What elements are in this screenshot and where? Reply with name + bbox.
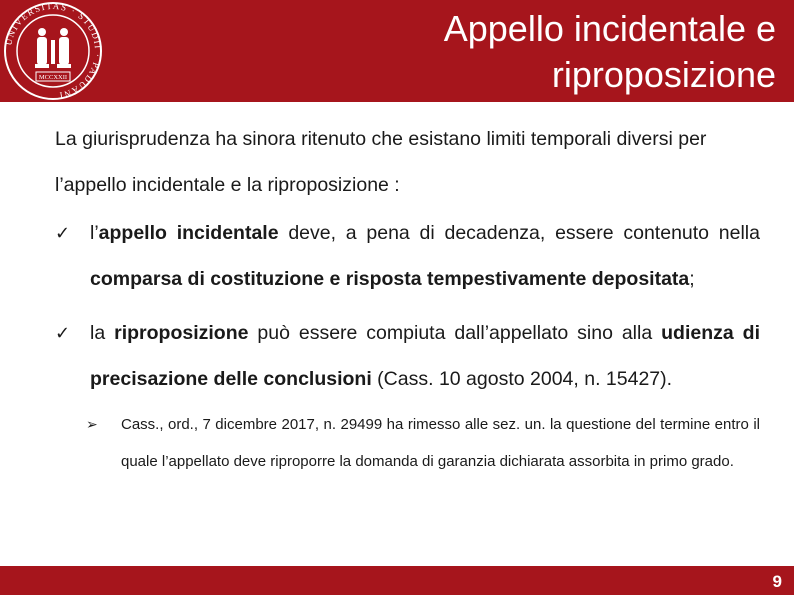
slide-title	[216, 6, 776, 98]
intro-paragraph: La giurisprudenza ha sinora ritenuto che esistano limiti temporali diversi per l’appello incidentale e la riproposizione :	[55, 128, 707, 196]
checkmark-icon: ✓	[55, 323, 71, 343]
slide-body	[55, 116, 760, 480]
arrow-bullet-icon: ➢	[86, 416, 98, 432]
checkmark-icon: ✓	[55, 223, 71, 243]
bullet-riproposizione	[55, 310, 760, 402]
sub-bullet-text: Cass., ord., 7 dicembre 2017, n. 29499 ha rimesso alle sez. un. la questione del termine entro il quale l’appellato deve riproporre la domanda di garanzia dichiarata assorbita in primo grado.	[121, 416, 760, 470]
footer-bar	[0, 566, 794, 595]
university-seal-logo	[2, 0, 104, 102]
slide-title-line1: Appello incidentale e	[443, 8, 776, 49]
bullet-appello-incidentale	[55, 210, 760, 302]
svg-text:MCCXXII: MCCXXII	[38, 74, 68, 81]
bullet-text: la riproposizione può essere compiuta dall’appellato sino alla udienza di precisazione delle conclusioni (Cass. 10 agosto 2004, n. 15427).	[90, 322, 760, 390]
bullet-text: l’appello incidentale deve, a pena di decadenza, essere contenuto nella comparsa di costituzione e risposta tempestivamente depositata;	[90, 222, 760, 290]
page-number: 9	[772, 572, 782, 591]
svg-text:UNIVERSITAS · STUDII · PADUANI: UNIVERSITAS · STUDII · PADUANI	[3, 0, 104, 101]
sub-bullet-cassazione	[86, 406, 760, 480]
slide-title-line2: riproposizione	[551, 54, 776, 95]
